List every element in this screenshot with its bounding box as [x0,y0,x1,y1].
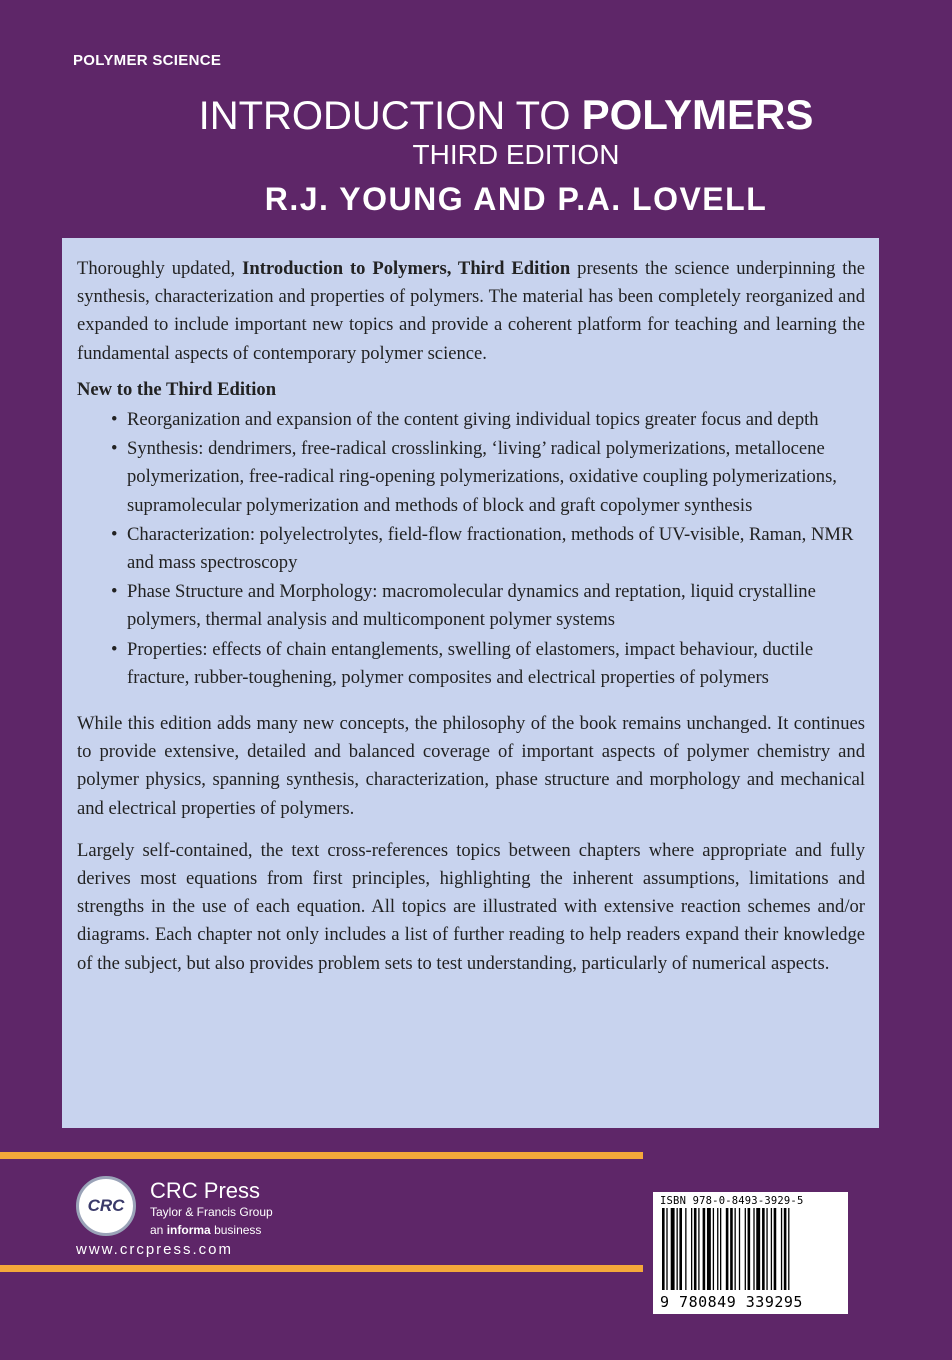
crc-logo: CRC [76,1176,136,1236]
edition-label: THIRD EDITION [412,139,620,170]
book-title [0,92,952,139]
publisher-url: www.crcpress.com [76,1241,234,1258]
title-prefix: INTRODUCTION TO [198,94,571,138]
authors: R.J. YOUNG AND P.A. LOVELL [264,181,768,217]
philosophy-paragraph: While this edition adds many new concepts, the philosophy of the book remains unchanged. It continues to provide extensive, detailed and balanced coverage of important aspects of polymer chemistry and polymer physics, spanning synthesis, characterization, phase structure and morphology and mechanical and electrical properties of polymers. [77,713,865,819]
informa-line: an informa business [150,1223,262,1237]
list-item: • Reorganization and expansion of the content giving individual topics greater focus and depth [127,406,865,434]
ean-text: 9 780849 339295 [660,1293,803,1311]
accent-bar-bottom [0,1265,643,1272]
accent-bar-top [0,1152,643,1159]
list-item: • Phase Structure and Morphology: macromolecular dynamics and reptation, liquid crystalline polymers, thermal analysis and multicomponent polymer systems [127,578,865,634]
series-label: POLYMER SCIENCE [73,52,222,69]
intro-paragraph: Thoroughly updated, Introduction to Polymers, Third Edition presents the science underpinning the synthesis, characterization and properties of polymers. The material has been completely reorganized and expanded to include important new topics and provide a coherent platform for teaching and learning the fundamental aspects of contemporary polymer science. [77,258,866,364]
list-item: • Properties: effects of chain entanglements, swelling of elastomers, impact behaviour, ductile fracture, rubber-toughening, polymer composites and electrical properties of polymers [127,636,865,692]
new-heading: New to the Third Edition [77,378,277,400]
features-paragraph: Largely self-contained, the text cross-references topics between chapters where appropriate and fully derives most equations from first principles, highlighting the inherent assumptions, limitations and strengths in the use of each equation. All topics are illustrated with extensive reaction schemes and/or diagrams. Each chapter not only includes a list of further reading to help readers expand their knowledge of the subject, but also provides problem sets to test understanding, particularly of numerical aspects. [77,839,865,974]
new-features-list [77,406,865,692]
barcode-bars-icon [660,1208,840,1290]
list-item: • Synthesis: dendrimers, free-radical crosslinking, ‘living’ radical polymerizations, metallocene polymerization, free-radical ring-opening polymerizations, oxidative coupling polymerizations, supramolecular polymerization and methods of block and graft copolymer synthesis [127,435,865,520]
title-main: POLYMERS [581,91,814,138]
list-item: • Characterization: polyelectrolytes, field-flow fractionation, methods of UV-visible, Raman, NMR and mass spectroscopy [127,521,865,577]
publisher-group: Taylor & Francis Group [150,1205,273,1219]
description-panel [62,238,879,1128]
barcode [653,1192,848,1314]
publisher-name: CRC Press [150,1178,261,1203]
isbn-text: ISBN 978-0-8493-3929-5 [660,1195,804,1207]
